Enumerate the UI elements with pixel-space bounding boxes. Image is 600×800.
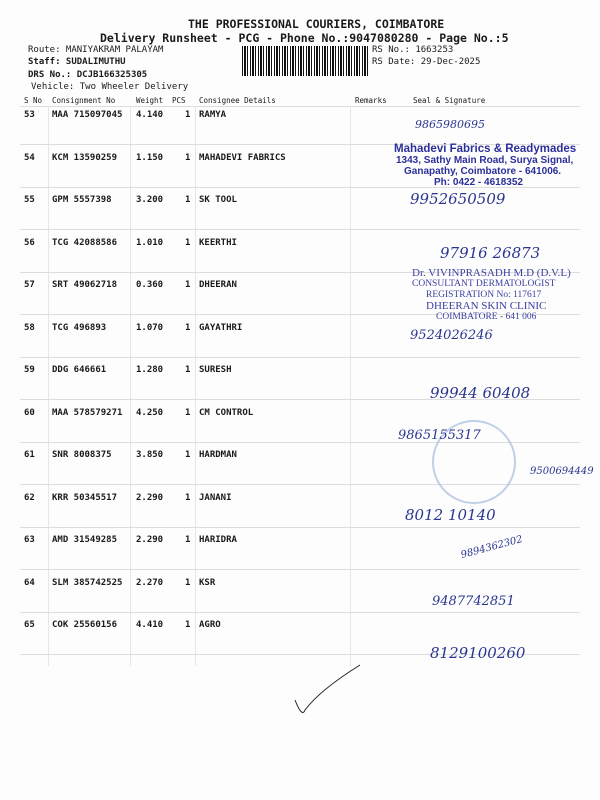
cell-pcs: 1 bbox=[185, 407, 191, 418]
col-seal: Seal & Signature bbox=[413, 96, 486, 105]
col-remarks: Remarks bbox=[355, 96, 387, 105]
cell-pcs: 1 bbox=[185, 365, 191, 375]
row-divider bbox=[20, 229, 580, 230]
handwritten-phone: 9894362302 bbox=[459, 533, 524, 562]
cell-pcs: 1 bbox=[185, 237, 191, 248]
cell-sno: 61 bbox=[24, 450, 35, 460]
row-divider bbox=[20, 612, 580, 613]
cell-weight: 0.360 bbox=[136, 280, 164, 290]
cell-consignee: HARDMAN bbox=[199, 450, 237, 460]
stamp-line: REGISTRATION No: 117617 bbox=[426, 290, 542, 300]
signature-tick bbox=[290, 660, 370, 720]
stamp-line: Mahadevi Fabrics & Readymades bbox=[394, 143, 577, 155]
route: Route: MANIYAKRAM PALAYAM bbox=[28, 45, 164, 55]
cell-sno: 59 bbox=[24, 365, 35, 375]
cell-consignee: RAMYA bbox=[199, 110, 227, 120]
cell-sno: 64 bbox=[24, 577, 35, 588]
cell-consignment: MAA 715097045 bbox=[52, 110, 123, 120]
cell-consignee: KSR bbox=[199, 577, 216, 588]
cell-consignment: SLM 385742525 bbox=[52, 577, 123, 588]
cell-pcs: 1 bbox=[185, 535, 191, 545]
table-row bbox=[0, 195, 600, 237]
drs-number: DRS No.: DCJB166325305 bbox=[28, 70, 148, 80]
cell-weight: 4.250 bbox=[136, 407, 164, 418]
stamp-line: Ganapathy, Coimbatore - 641006. bbox=[404, 166, 562, 177]
cell-consignee: SK TOOL bbox=[199, 195, 237, 205]
col-weight: Weight bbox=[136, 96, 164, 105]
mahadevi-stamp bbox=[394, 144, 576, 188]
cell-pcs: 1 bbox=[185, 322, 191, 333]
handwritten-phone: 9500694449 bbox=[530, 466, 594, 477]
rs-date: RS Date: 29-Dec-2025 bbox=[372, 57, 481, 67]
doctor-stamp bbox=[412, 268, 571, 323]
row-divider bbox=[20, 357, 580, 358]
cell-consignee: AGRO bbox=[199, 620, 221, 630]
stamp-line: COIMBATORE - 641 006 bbox=[436, 312, 537, 322]
cell-sno: 62 bbox=[24, 492, 35, 503]
cell-weight: 2.270 bbox=[136, 577, 164, 588]
vehicle: Vehicle: Two Wheeler Delivery bbox=[31, 82, 189, 92]
stamp-line: CONSULTANT DERMATOLOGIST bbox=[412, 279, 556, 289]
table-row bbox=[0, 323, 600, 365]
cell-consignment: GPM 5557398 bbox=[52, 195, 112, 205]
cell-consignee: DHEERAN bbox=[199, 280, 237, 290]
col-consignee: Consignee Details bbox=[199, 96, 276, 105]
handwritten-phone: 8012 10140 bbox=[405, 506, 496, 524]
handwritten-phone: 99944 60408 bbox=[430, 384, 531, 402]
cell-weight: 1.150 bbox=[136, 152, 164, 163]
cell-weight: 4.140 bbox=[136, 110, 164, 120]
rs-number: RS No.: 1663253 bbox=[372, 45, 454, 55]
cell-consignment: AMD 31549285 bbox=[52, 535, 118, 545]
cell-pcs: 1 bbox=[185, 450, 191, 460]
row-divider bbox=[20, 527, 580, 528]
cell-consignee: KEERTHI bbox=[199, 237, 237, 248]
cell-sno: 56 bbox=[24, 237, 35, 248]
cell-weight: 1.280 bbox=[136, 365, 164, 375]
runsheet-subtitle: Delivery Runsheet - PCG - Phone No.:9047080280 - Page No.:5 bbox=[100, 31, 509, 45]
cell-consignment: TCG 496893 bbox=[52, 322, 107, 333]
cell-consignee: HARIDRA bbox=[199, 535, 237, 545]
cell-weight: 3.850 bbox=[136, 450, 164, 460]
cell-weight: 4.410 bbox=[136, 620, 164, 630]
cell-consignment: DDG 646661 bbox=[52, 365, 107, 375]
stamp-line: DHEERAN SKIN CLINIC bbox=[426, 300, 547, 312]
cell-sno: 54 bbox=[24, 152, 35, 163]
cell-pcs: 1 bbox=[185, 492, 191, 503]
barcode bbox=[242, 46, 368, 76]
cell-weight: 2.290 bbox=[136, 535, 164, 545]
cell-consignment: COK 25560156 bbox=[52, 620, 118, 630]
cell-pcs: 1 bbox=[185, 577, 191, 588]
handwritten-phone: 9487742851 bbox=[432, 594, 515, 609]
stamp-line: 1343, Sathy Main Road, Surya Signal, bbox=[396, 155, 574, 166]
cell-sno: 65 bbox=[24, 620, 35, 630]
cell-consignment: SNR 8008375 bbox=[52, 450, 112, 460]
cell-pcs: 1 bbox=[185, 280, 191, 290]
cell-sno: 55 bbox=[24, 195, 35, 205]
cell-consignee: SURESH bbox=[199, 365, 232, 375]
cell-weight: 1.070 bbox=[136, 322, 164, 333]
row-divider bbox=[20, 569, 580, 570]
cell-consignment: KCM 13590259 bbox=[52, 152, 118, 163]
handwritten-phone: 8129100260 bbox=[430, 644, 526, 662]
cell-consignee: GAYATHRI bbox=[199, 322, 243, 333]
handwritten-phone: 9865155317 bbox=[398, 428, 481, 443]
col-sno: S No bbox=[24, 96, 43, 105]
cell-sno: 53 bbox=[24, 110, 35, 120]
staff: Staff: SUDALIMUTHU bbox=[28, 57, 126, 67]
cell-consignment: MAA 578579271 bbox=[52, 407, 123, 418]
col-consignment: Consignment No bbox=[52, 96, 116, 105]
cell-pcs: 1 bbox=[185, 620, 191, 630]
cell-pcs: 1 bbox=[185, 152, 191, 163]
cell-consignee: MAHADEVI FABRICS bbox=[199, 152, 286, 163]
table-row bbox=[0, 493, 600, 535]
company-title: THE PROFESSIONAL COURIERS, COIMBATORE bbox=[188, 17, 445, 31]
cell-consignee: CM CONTROL bbox=[199, 407, 254, 418]
cell-sno: 60 bbox=[24, 407, 35, 418]
cell-consignment: SRT 49062718 bbox=[52, 280, 118, 290]
cell-sno: 57 bbox=[24, 280, 35, 290]
stamp-line: Dr. VIVINPRASADH M.D (D.V.L) bbox=[412, 267, 571, 279]
header-divider bbox=[20, 106, 580, 107]
handwritten-phone: 9952650509 bbox=[410, 190, 506, 208]
cell-pcs: 1 bbox=[185, 195, 191, 205]
stamp-line: Ph: 0422 - 4618352 bbox=[434, 177, 523, 188]
cell-weight: 1.010 bbox=[136, 237, 164, 248]
handwritten-phone: 9524026246 bbox=[410, 328, 493, 343]
handwritten-phone: 97916 26873 bbox=[440, 244, 541, 262]
col-pcs: PCS bbox=[172, 96, 186, 105]
cell-weight: 3.200 bbox=[136, 195, 164, 205]
cell-sno: 63 bbox=[24, 535, 35, 545]
cell-pcs: 1 bbox=[185, 110, 191, 120]
cell-weight: 2.290 bbox=[136, 492, 164, 503]
handwritten-phone: 9865980695 bbox=[415, 118, 485, 131]
cell-consignment: KRR 50345517 bbox=[52, 492, 118, 503]
cell-consignee: JANANI bbox=[199, 492, 232, 503]
cell-consignment: TCG 42088586 bbox=[52, 237, 118, 248]
cell-sno: 58 bbox=[24, 322, 35, 333]
